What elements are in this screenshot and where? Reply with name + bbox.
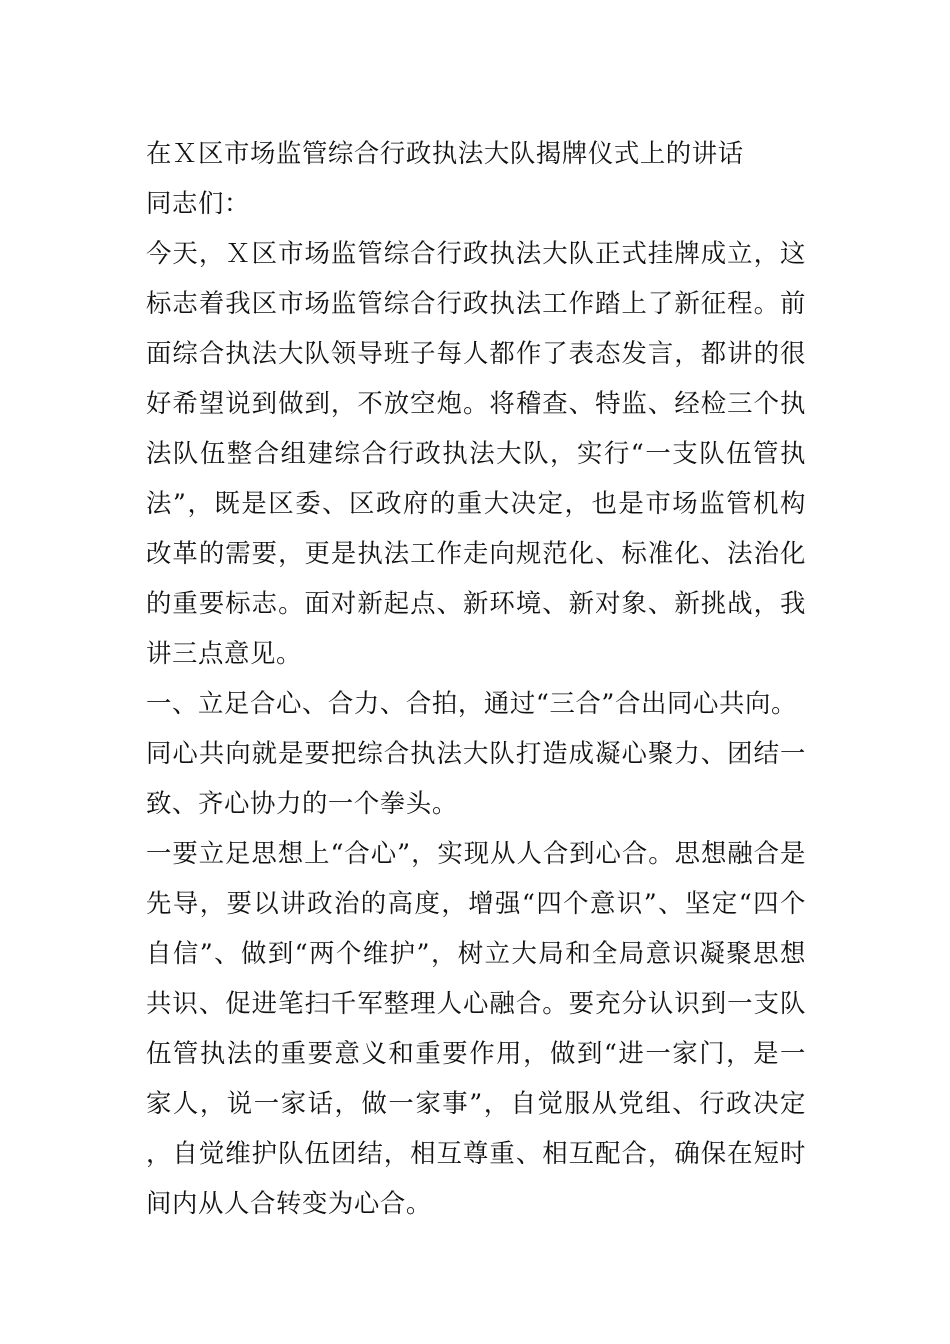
paragraph-point-one: 一要立足思想上“合心”，实现从人合到心合。思想融合是先导，要以讲政治的高度，增强“四个意识”、坚定“四个自信”、做到“两个维护”，树立大局和全局意识凝聚思想共识、促进笔扫千军整理人心融合。要充分认识到一支队伍管执法的重要意义和重要作用，做到“进一家门，是一家人，说一家话，做一家事”，自觉服从党组、行政决定，自觉维护队伍团结，相互尊重、相互配合，确保在短时间内从人合转变为心合。 xyxy=(146,838,806,1218)
salutation: 同志们： xyxy=(146,188,250,218)
section-heading-one: 一、立足合心、合力、合拍，通过“三合”合出同心共向。 xyxy=(146,688,797,718)
document-body xyxy=(146,128,806,1228)
paragraph-opening: 今天，Ｘ区市场监管综合行政执法大队正式挂牌成立，这标志着我区市场监管综合行政执法工作踏上了新征程。前面综合执法大队领导班子每人都作了表态发言，都讲的很好希望说到做到，不放空炮。将稽查、特监、经检三个执法队伍整合组建综合行政执法大队，实行“一支队伍管执法”，既是区委、区政府的重大决定，也是市场监管机构改革的需要，更是执法工作走向规范化、标准化、法治化的重要标志。面对新起点、新环境、新对象、新挑战，我讲三点意见。 xyxy=(146,238,806,668)
document-title: 在Ｘ区市场监管综合行政执法大队揭牌仪式上的讲话 xyxy=(146,138,744,168)
paragraph-section-one-intro: 同心共向就是要把综合执法大队打造成凝心聚力、团结一致、齐心协力的一个拳头。 xyxy=(146,738,806,818)
